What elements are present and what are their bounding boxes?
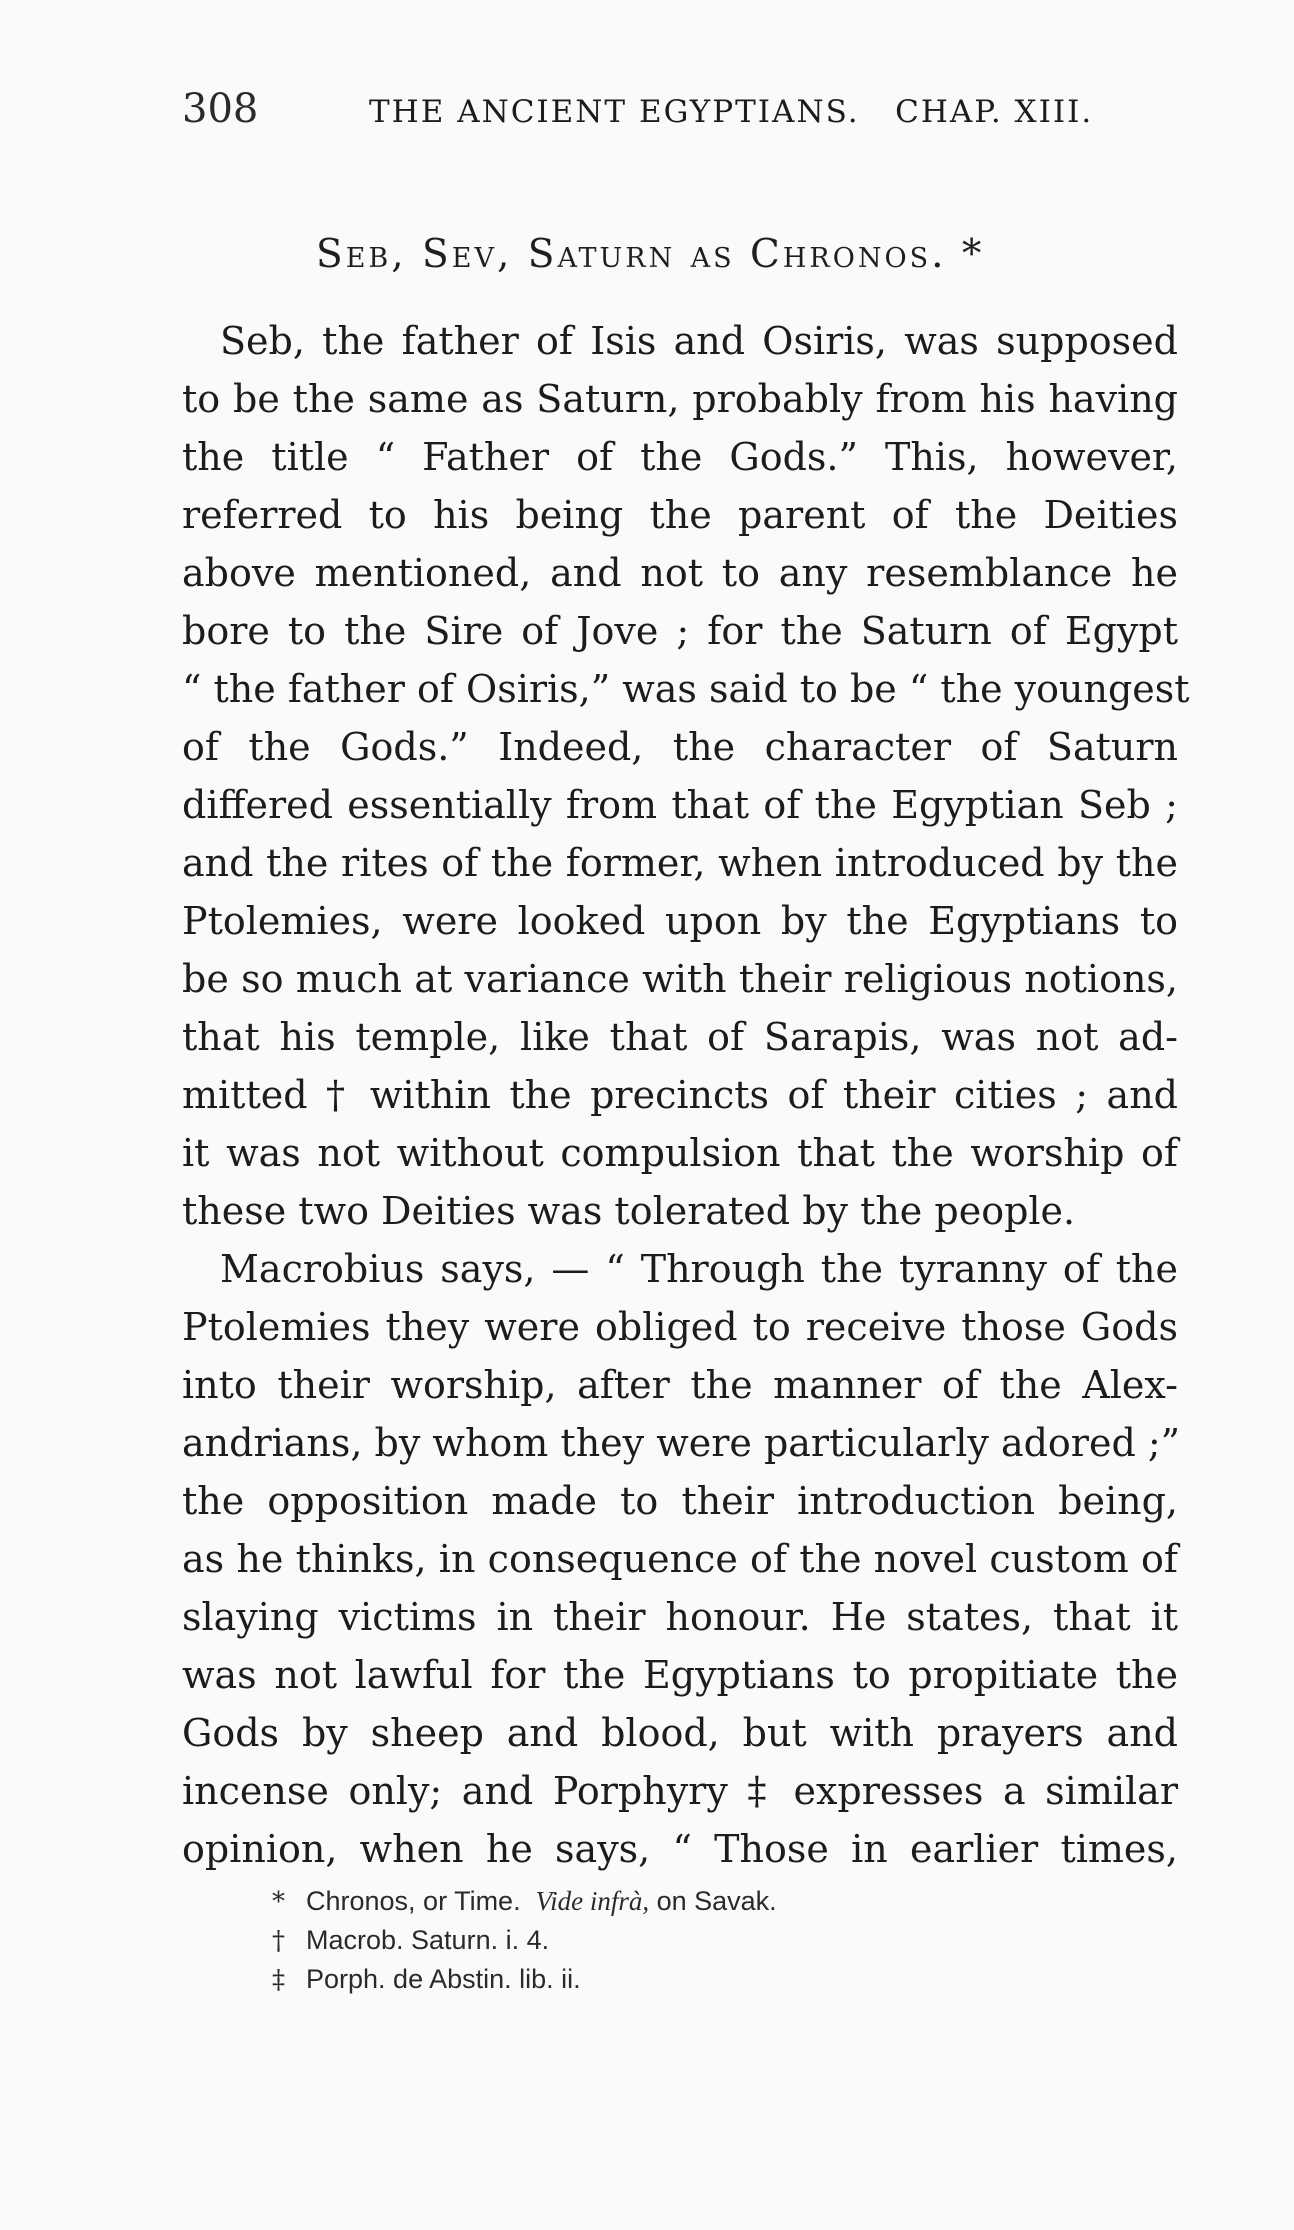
text-line: it was not without compulsion that the worship of <box>182 1131 1178 1175</box>
text-line: referred to his being the parent of the Deities <box>182 493 1178 537</box>
body-text <box>182 312 1190 1878</box>
section-title: Seb, Sev, Saturn as Chronos. * <box>316 232 985 277</box>
text-line: slaying victims in their honour. He states, that it <box>182 1595 1178 1639</box>
footnote <box>272 1960 1092 1999</box>
text-line: and the rites of the former, when introduced by the <box>182 841 1178 885</box>
text-line: Seb, the father of Isis and Osiris, was supposed <box>220 319 1178 363</box>
text-line: that his temple, like that of Sarapis, was not ad- <box>182 1015 1178 1059</box>
text-line: mitted † within the precincts of their cities ; and <box>182 1073 1178 1117</box>
text-line: bore to the Sire of Jove ; for the Saturn of Egypt <box>182 609 1178 653</box>
text-line: Gods by sheep and blood, but with prayers and <box>182 1711 1178 1755</box>
text-line: above mentioned, and not to any resemblance he <box>182 551 1178 595</box>
text-line: of the Gods.” Indeed, the character of Saturn <box>182 725 1178 769</box>
running-title: THE ANCIENT EGYPTIANS. CHAP. XIII. <box>369 94 1094 130</box>
page-number: 308 <box>182 86 259 132</box>
text-line: be so much at variance with their religious notions, <box>182 957 1178 1001</box>
text-line: differed essentially from that of the Egyptian Seb ; <box>182 783 1178 827</box>
footnote-mark: † <box>272 1926 285 1956</box>
text-line: Ptolemies they were obliged to receive those Gods <box>182 1305 1178 1349</box>
text-line: into their worship, after the manner of the Alex- <box>182 1363 1178 1407</box>
text-line: incense only; and Porphyry ‡ expresses a similar <box>182 1769 1178 1813</box>
footnote <box>272 1882 1092 1921</box>
footnote-italic-text: Vide infrà, <box>535 1886 650 1916</box>
footnote-text: Macrob. Saturn. i. 4. <box>306 1925 550 1955</box>
footnotes <box>272 1882 1092 1999</box>
footnote <box>272 1921 1092 1960</box>
text-line: Ptolemies, were looked upon by the Egyptians to <box>182 899 1178 943</box>
footnote-mark: * <box>272 1887 285 1917</box>
page-header <box>182 86 1182 146</box>
footnote-mark: ‡ <box>272 1965 285 1995</box>
text-line: was not lawful for the Egyptians to propitiate the <box>182 1653 1178 1697</box>
text-line: these two Deities was tolerated by the people. <box>182 1189 1076 1233</box>
text-line: the opposition made to their introduction being, <box>182 1479 1178 1523</box>
footnote-text: Porph. de Abstin. lib. ii. <box>306 1964 581 1994</box>
text-line: andrians, by whom they were particularly adored ;” <box>182 1421 1181 1465</box>
text-line: the title “ Father of the Gods.” This, however, <box>182 435 1178 479</box>
text-line: opinion, when he says, “ Those in earlier times, <box>182 1827 1178 1871</box>
text-line: “ the father of Osiris,” was said to be “ the youngest <box>182 667 1190 711</box>
text-line: as he thinks, in consequence of the novel custom of <box>182 1537 1178 1581</box>
footnote-text: Chronos, or Time. <box>306 1886 536 1916</box>
footnote-text: on Savak. <box>649 1886 777 1916</box>
text-line: to be the same as Saturn, probably from his having <box>182 377 1178 421</box>
text-line: Macrobius says, — “ Through the tyranny of the <box>220 1247 1178 1291</box>
